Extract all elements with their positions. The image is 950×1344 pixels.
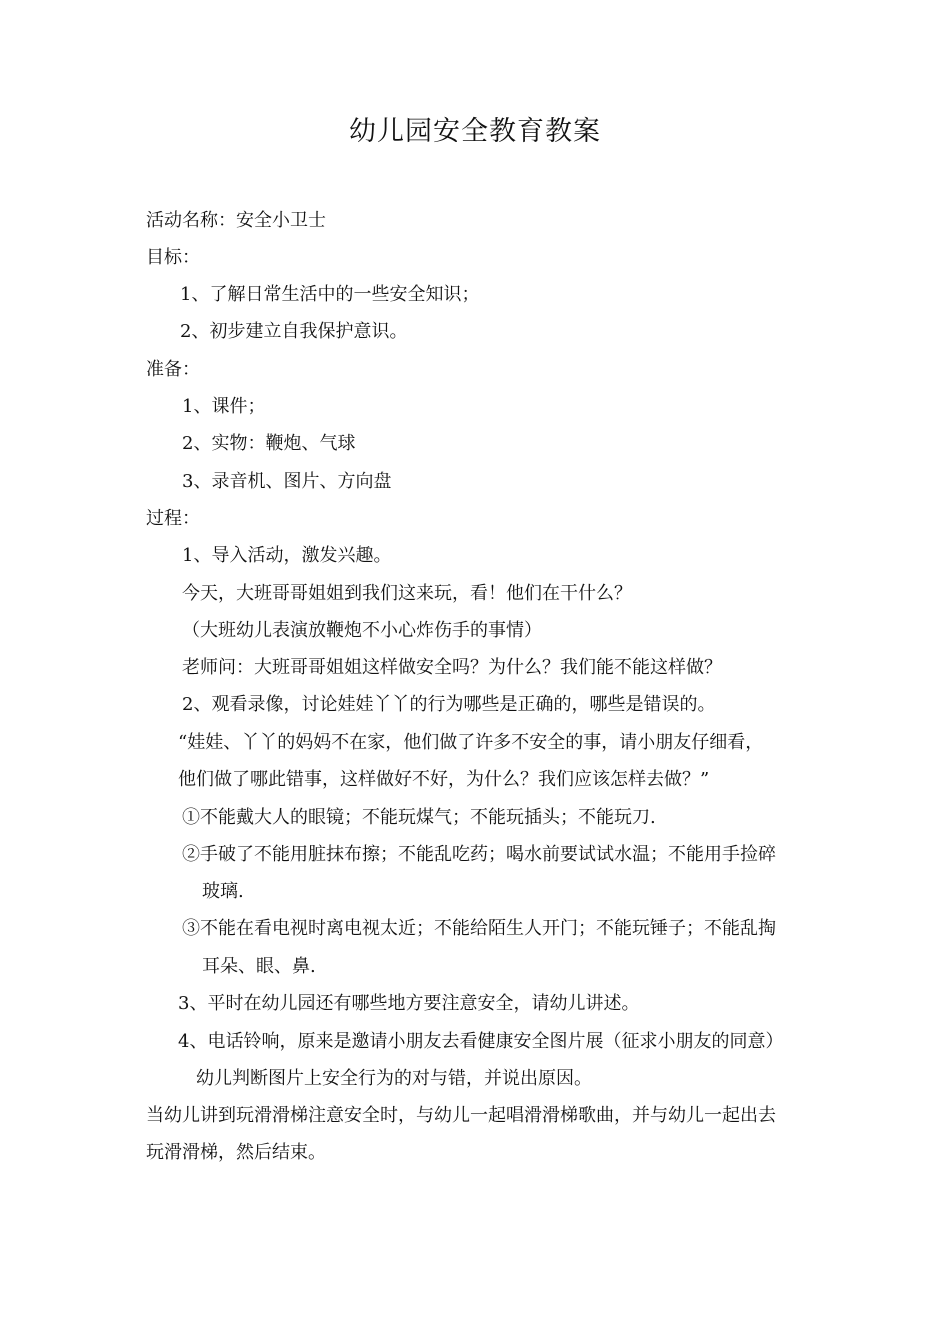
ending-text: 当幼儿讲到玩滑滑梯注意安全时，与幼儿一起唱滑滑梯歌曲，并与幼儿一起出去 — [146, 1105, 776, 1126]
prep-item: 2、实物：鞭炮、气球 — [182, 433, 356, 454]
goals-heading: 目标： — [146, 247, 200, 268]
prep-item: 3、录音机、图片、方向盘 — [182, 471, 392, 492]
prep-item: 1、课件； — [182, 396, 266, 417]
document-title: 幼儿园安全教育教案 — [349, 116, 601, 147]
ending-text: 玩滑滑梯，然后结束。 — [146, 1142, 326, 1163]
process-text: 老师问：大班哥哥姐姐这样做安全吗？为什么？我们能不能这样做？ — [182, 657, 722, 678]
activity-name: 活动名称：安全小卫士 — [146, 210, 326, 231]
goal-item: 2、初步建立自我保护意识。 — [180, 321, 408, 342]
list-item: ②手破了不能用脏抹布擦；不能乱吃药；喝水前要试试水温；不能用手捡碎 — [182, 844, 776, 865]
process-text: 今天，大班哥哥姐姐到我们这来玩，看！他们在干什么？ — [182, 583, 632, 604]
list-item: ①不能戴大人的眼镜；不能玩煤气；不能玩插头；不能玩刀. — [182, 807, 656, 828]
prep-heading: 准备： — [146, 359, 200, 380]
list-item: ③不能在看电视时离电视太近；不能给陌生人开门；不能玩锤子；不能乱掏 — [182, 918, 776, 939]
goal-item: 1、了解日常生活中的一些安全知识； — [180, 284, 480, 305]
list-item-continued: 耳朵、眼、鼻. — [202, 956, 316, 977]
process-step: 3、平时在幼儿园还有哪些地方要注意安全，请幼儿讲述。 — [178, 993, 640, 1014]
list-item-continued: 玻璃. — [202, 881, 244, 902]
process-quote: 他们做了哪此错事，这样做好不好，为什么？我们应该怎样去做？” — [178, 769, 710, 790]
process-heading: 过程： — [146, 508, 200, 529]
process-note: （大班幼儿表演放鞭炮不小心炸伤手的事情） — [182, 620, 542, 641]
process-text: 幼儿判断图片上安全行为的对与错，并说出原因。 — [196, 1068, 592, 1089]
process-step: 4、电话铃响，原来是邀请小朋友去看健康安全图片展（征求小朋友的同意） — [178, 1031, 784, 1052]
process-quote: “娃娃、丫丫的妈妈不在家，他们做了许多不安全的事，请小朋友仔细看， — [178, 732, 764, 753]
process-step: 2、观看录像，讨论娃娃丫丫的行为哪些是正确的，哪些是错误的。 — [182, 694, 716, 715]
process-step: 1、导入活动，激发兴趣。 — [182, 545, 392, 566]
